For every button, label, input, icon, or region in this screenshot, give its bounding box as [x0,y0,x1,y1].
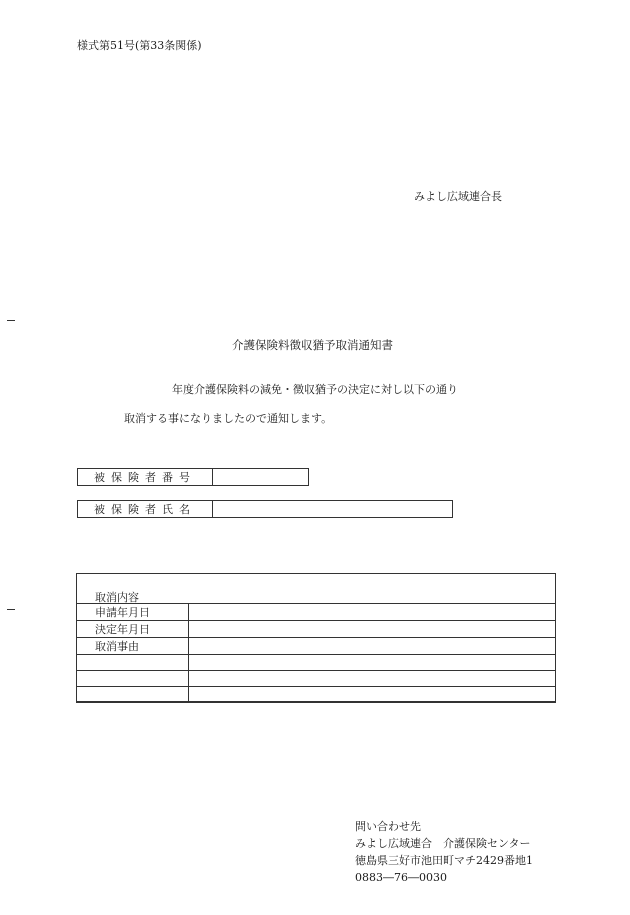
cancellation-table [76,603,556,703]
cancellation-row [77,638,556,655]
cancellation-row [77,604,556,621]
cancellation-row [77,621,556,638]
cancellation-details-box [76,573,556,702]
notice-line-1: 年度介護保険料の減免・徴収猶予の決定に対し以下の通り [172,383,458,396]
contact-organization: みよし広域連合 介護保険センター [355,837,531,850]
contact-phone: 0883―76―0030 [355,871,447,884]
insured-number-field[interactable] [213,469,309,486]
insured-number-label: 被保険者番号 [78,469,213,486]
issuer-name: みよし広域連合長 [414,190,502,203]
insured-number-table [77,468,309,486]
contact-info [355,818,533,886]
document-title: 介護保険料徴収猶予取消通知書 [232,338,393,352]
contact-heading: 問い合わせ先 [355,820,421,833]
cancellation-row-value[interactable] [189,621,556,638]
form-number: 様式第51号(第33条関係) [77,39,202,52]
cancellation-row-value[interactable] [189,604,556,621]
cancellation-row-value[interactable] [189,687,556,703]
cancellation-row-label: 決定年月日 [77,621,189,638]
insured-name-field[interactable] [213,501,453,518]
fold-mark-top [7,320,15,321]
cancellation-row-label: 申請年月日 [77,604,189,621]
insured-name-label: 被保険者氏名 [78,501,213,518]
cancellation-row-value[interactable] [189,671,556,687]
cancellation-row [77,687,556,703]
cancellation-row-label: 取消事由 [77,638,189,655]
notice-line-2: 取消する事になりましたので通知します。 [124,412,333,425]
cancellation-row-value[interactable] [189,638,556,655]
cancellation-row-label [77,655,189,671]
cancellation-row [77,671,556,687]
cancellation-row-value[interactable] [189,655,556,671]
insured-name-table [77,500,453,518]
fold-mark-bottom [7,609,15,610]
cancellation-row [77,655,556,671]
cancellation-row-label [77,687,189,703]
cancellation-row-label [77,671,189,687]
cancellation-caption: 取消内容 [95,591,139,604]
contact-address: 徳島県三好市池田町マチ2429番地1 [355,854,533,867]
